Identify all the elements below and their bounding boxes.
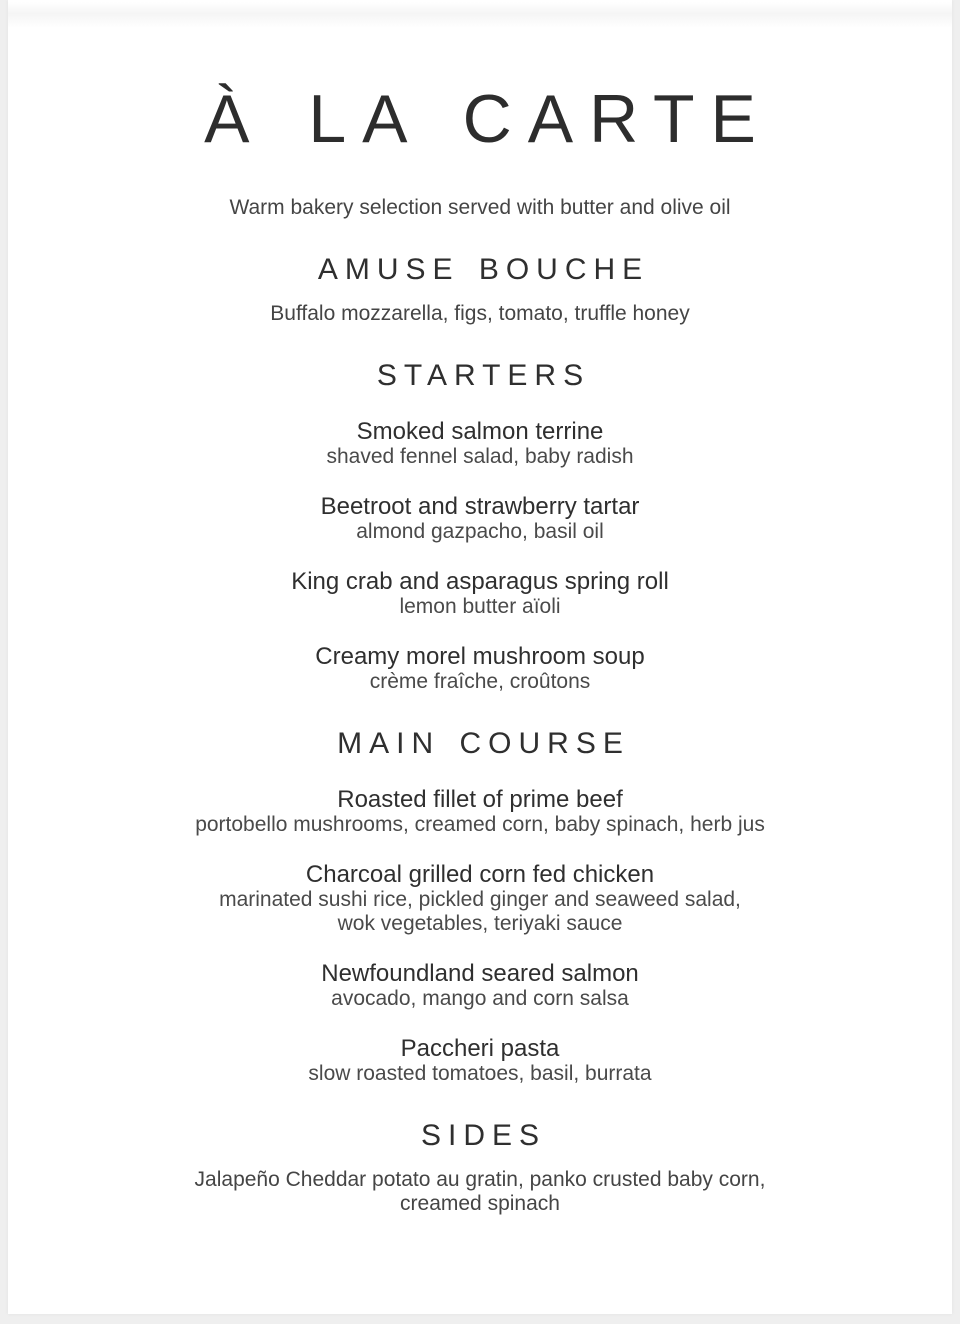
menu-item [8,961,952,1011]
item-description [8,670,952,694]
item-name: Charcoal grilled corn fed chicken [305,861,655,889]
section-amuse-bouche [8,252,952,326]
section-main-course [8,726,952,1086]
menu-page [8,0,952,1314]
section-heading: STARTERS [376,359,591,393]
menu-subtitle: Warm bakery selection served with butter and olive oil [229,196,731,220]
menu [8,0,952,1216]
item-name: Beetroot and strawberry tartar [320,493,640,521]
intro-line: Buffalo mozzarella, figs, tomato, truffle honey [270,302,690,326]
description-line: avocado, mango and corn salsa [331,987,629,1011]
menu-item [8,569,952,619]
item-name: Creamy morel mushroom soup [315,643,645,671]
description-line: marinated sushi rice, pickled ginger and seaweed salad, [219,888,741,912]
section-starters [8,358,952,694]
item-name: Roasted fillet of prime beef [337,786,623,814]
item-description [8,1062,952,1086]
item-description [8,813,952,837]
description-line: portobello mushrooms, creamed corn, baby spinach, herb jus [195,813,765,837]
description-line: wok vegetables, teriyaki sauce [337,912,623,936]
item-description [8,888,952,936]
menu-item [8,862,952,936]
item-description [8,520,952,544]
menu-item [8,494,952,544]
section-heading: SIDES [420,1119,547,1153]
item-name: Paccheri pasta [400,1035,560,1063]
item-name: King crab and asparagus spring roll [291,568,669,596]
menu-title: À LA CARTE [204,81,772,157]
description-line: crème fraîche, croûtons [369,670,591,694]
intro-line: Jalapeño Cheddar potato au gratin, panko crusted baby corn, [194,1168,766,1192]
item-name: Newfoundland seared salmon [321,960,639,988]
description-line: slow roasted tomatoes, basil, burrata [308,1062,652,1086]
section-intro [8,302,952,326]
menu-item [8,787,952,837]
section-heading: MAIN COURSE [337,727,630,761]
item-description [8,987,952,1011]
menu-item [8,644,952,694]
item-description [8,595,952,619]
section-heading: AMUSE BOUCHE [317,253,650,287]
description-line: shaved fennel salad, baby radish [326,445,634,469]
section-sides [8,1118,952,1216]
section-intro [8,1168,952,1216]
item-description [8,445,952,469]
intro-line: creamed spinach [400,1192,560,1216]
item-name: Smoked salmon terrine [356,418,604,446]
description-line: lemon butter aïoli [399,595,561,619]
description-line: almond gazpacho, basil oil [356,520,604,544]
menu-item [8,419,952,469]
menu-item [8,1036,952,1086]
